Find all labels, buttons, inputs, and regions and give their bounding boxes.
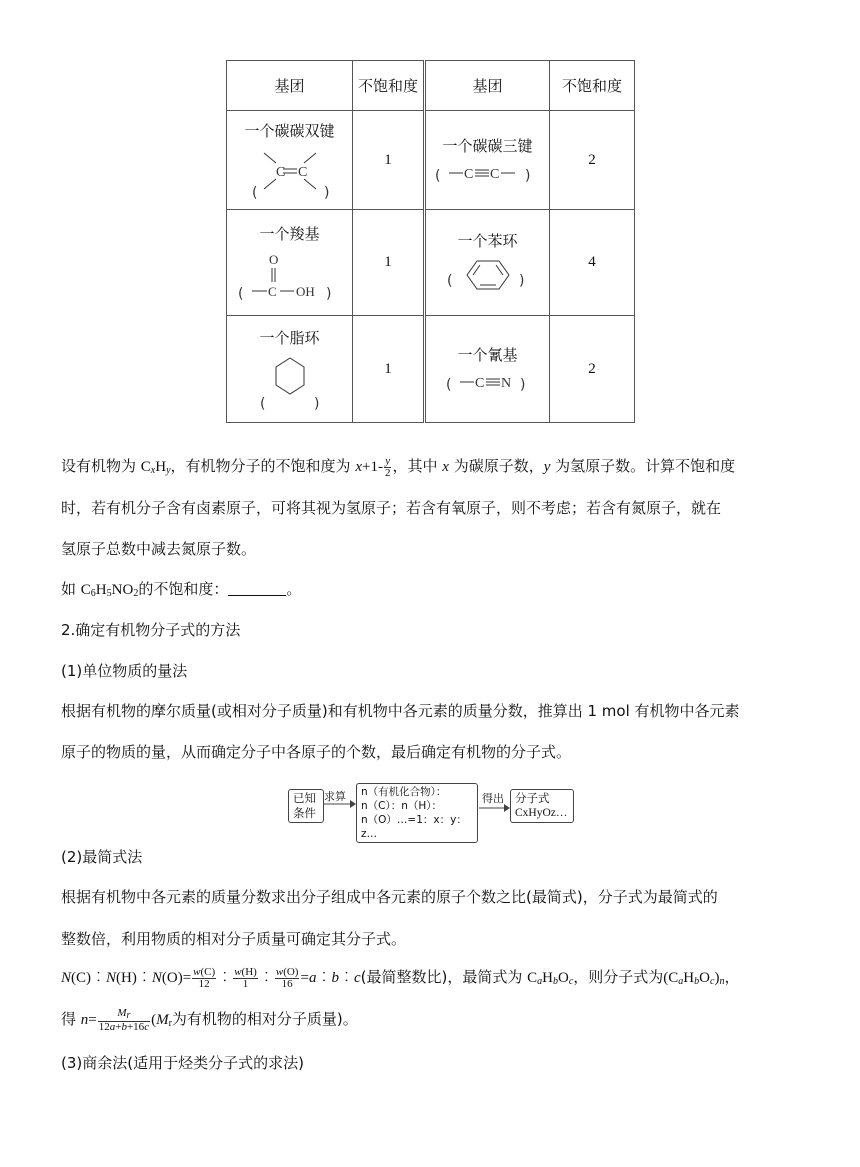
flow-text: 条件	[293, 806, 316, 820]
flow-text: n（C）：n（H）：	[361, 800, 443, 812]
svg-text:): )	[325, 286, 331, 302]
table-cell: 1	[353, 210, 425, 316]
paragraph-line: 时，若有机分子含有卤素原子，可将其视为氢原子；若含有氧原子，则不考虑；若含有氮原子，就在	[61, 499, 722, 517]
text: ，其中	[392, 457, 443, 475]
double-bond-structure	[240, 145, 340, 201]
carboxyl-structure	[238, 248, 342, 302]
table-cell	[227, 210, 353, 316]
svg-text:): )	[518, 273, 524, 289]
svg-text:OH: OH	[295, 284, 315, 299]
table-cell	[425, 111, 550, 210]
group-name: 一个羧基	[259, 225, 320, 243]
svg-text:C: C	[463, 166, 473, 182]
subsection-heading: (1)单位物质的量法	[61, 662, 188, 680]
paragraph-line: 整数倍，利用物质的相对分子质量可确定其分子式。	[61, 930, 407, 948]
text: ，则分子式为	[573, 968, 664, 986]
header-group: 基团	[227, 61, 353, 111]
formula-simplest: $C_aH_bO_c$	[527, 970, 574, 987]
table-cell	[227, 111, 353, 210]
arrow-icon	[322, 799, 356, 809]
flow-text: n（O）…=1：x：y：z…	[361, 814, 467, 840]
flow-text: n（有机化合物）：	[361, 786, 447, 798]
formula-unsaturation: x+1- $\frac{y}{2}$	[355, 455, 391, 480]
text: 如	[61, 580, 81, 598]
alicyclic-ring-structure	[250, 352, 330, 412]
group-name: 一个氰基	[457, 345, 518, 364]
svg-text:C: C	[267, 284, 277, 299]
svg-text:(: (	[446, 273, 452, 289]
svg-text:): )	[519, 376, 525, 393]
cyano-structure	[440, 369, 536, 395]
table-cell: 4	[550, 210, 635, 316]
table-cell: 1	[353, 111, 425, 210]
flow-box-formula	[510, 789, 574, 823]
formula-ratio: N(C)︰N(H)︰N(O)= $\frac{w(C)}{12}$ ︰ $\frac{w(H)}{1}$ ︰ $\frac{w(O)}{16}$ =a︰b︰c	[61, 966, 361, 991]
svg-text:(: (	[445, 376, 451, 393]
var-x: x	[442, 459, 449, 475]
text: (最简整数比)，最简式为	[360, 968, 528, 986]
table-cell	[425, 210, 550, 316]
answer-blank[interactable]	[228, 581, 286, 596]
svg-text:O: O	[268, 252, 278, 267]
paragraph-line: 根据有机物中各元素的质量分数求出分子组成中各元素的原子个数之比(最简式)，分子式为最简式的	[61, 888, 718, 906]
subsection-heading: (3)商余法(适用于烃类分子式的求法)	[61, 1054, 304, 1072]
header-group: 基团	[425, 61, 550, 111]
text: 设有机物为	[61, 457, 141, 475]
svg-text:(: (	[259, 395, 265, 412]
group-name: 一个苯环	[457, 232, 518, 250]
unsaturation-table	[226, 60, 635, 423]
paragraph-line	[61, 578, 301, 599]
header-unsaturation: 不饱和度	[353, 61, 425, 111]
svg-text:(: (	[434, 167, 440, 184]
formula-molecular: $(C_aH_bO_c)_n$	[663, 970, 725, 987]
arrow-label: 求算	[324, 790, 346, 803]
formula-c6h5no2: $C_6H_5NO_2$	[80, 582, 139, 599]
paragraph-line: N(C)︰N(H)︰N(O)= $\frac{w(C)}{12}$ ︰ $\frac{w(H)}{1}$ ︰ $\frac{w(O)}{16}$ =a︰b︰c(最简整数比)，最简式为 $C_aH_bO_c$，则分子式为$(C_aH_bO_c)_n$，	[61, 966, 740, 991]
flow-box-known	[288, 789, 324, 823]
triple-bond-structure	[433, 160, 543, 186]
paragraph-line: 氢原子总数中减去氮原子数。	[61, 540, 257, 558]
benzene-ring-structure	[443, 255, 533, 295]
flow-text: 分子式	[515, 791, 550, 805]
text: ，有机物分子的不饱和度为	[170, 457, 356, 475]
svg-text:C: C	[297, 164, 307, 180]
text: 为氢原子数。计算不饱和度	[550, 457, 736, 475]
formula-n: n= $\frac{M_r}{12a+b+16c}$ ($M_r$	[80, 1007, 172, 1034]
svg-text:C: C	[474, 375, 484, 391]
flow-diagram	[284, 783, 576, 840]
table-cell	[227, 316, 353, 423]
text: 为碳原子数，	[448, 457, 544, 475]
formula-cxhy: $C_xH_y$	[140, 459, 171, 476]
svg-text:(: (	[237, 286, 243, 302]
table-cell	[425, 316, 550, 423]
text: 的不饱和度：	[138, 580, 229, 598]
text: 。	[286, 580, 302, 598]
text: 为有机物的相对分子质量)。	[171, 1010, 358, 1028]
paragraph-line: 原子的物质的量，从而确定分子中各原子的个数，最后确定有机物的分子式。	[61, 743, 572, 761]
table-cell: 2	[550, 111, 635, 210]
header-unsaturation: 不饱和度	[550, 61, 635, 111]
subsection-heading: (2)最简式法	[61, 848, 143, 866]
paragraph-line: 根据有机物的摩尔质量(或相对分子质量)和有机物中各元素的质量分数，推算出 1 mol 有机物中各元素	[61, 702, 740, 720]
arrow-icon	[478, 803, 510, 813]
arrow-label: 得出	[482, 792, 504, 805]
paragraph-line	[61, 1008, 358, 1033]
flow-box-ratio	[356, 783, 478, 843]
table-cell: 1	[353, 316, 425, 423]
group-name: 一个碳碳双键	[244, 121, 335, 140]
section-heading: 2.确定有机物分子式的方法	[61, 621, 241, 639]
svg-text:(: (	[251, 184, 257, 201]
text: 得	[61, 1010, 81, 1028]
svg-text:C: C	[489, 166, 499, 182]
table-cell: 2	[550, 316, 635, 423]
flow-text: 已知	[293, 791, 316, 805]
group-name: 一个脂环	[259, 328, 320, 347]
svg-text:C: C	[275, 164, 285, 180]
paragraph-line	[61, 455, 735, 479]
var-y: y	[543, 459, 551, 475]
flow-text: CxHyOz…	[515, 807, 568, 819]
svg-text:N: N	[500, 375, 511, 391]
group-name: 一个碳碳三键	[442, 136, 533, 155]
svg-text:): )	[323, 184, 329, 201]
svg-text:): )	[313, 395, 319, 412]
svg-text:): )	[524, 167, 530, 184]
